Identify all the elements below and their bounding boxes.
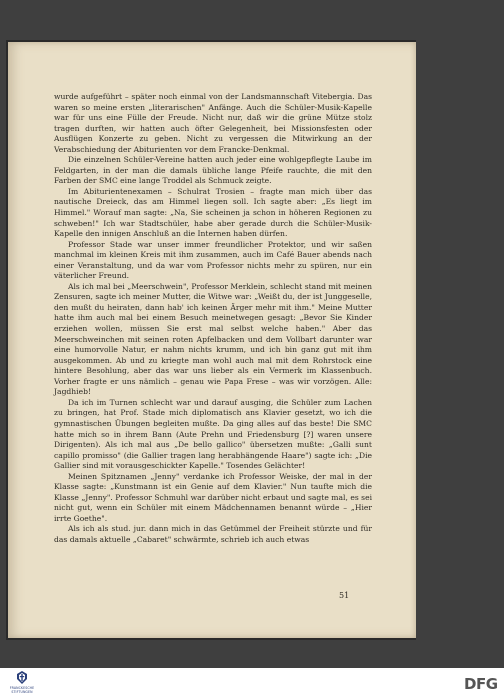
paragraph: Als ich als stud. jur. dann mich in das Getümmel der Freiheit stürzte und für das damals aktuelle „Cabaret" schwärmte, schrieb ich auch etwas	[54, 524, 372, 544]
footer-bar	[0, 668, 504, 698]
paragraph: Meinen Spitznamen „Jenny" verdanke ich Professor Weiske, der mal in der Klasse sagte: „Kunstmann ist ein Genie auf dem Klavier." Nun taufte mich die Klasse „Jenny". Professor Schmuhl war darüber nicht erbaut und sagte mal, es sei nicht gut, wenn ein Schüler mit einem Mädchennamen benannt würde – „Hier irrte Goethe".	[54, 471, 372, 523]
logo-text-line-1: FRANCKESCHE	[9, 686, 35, 690]
paragraph: wurde aufgeführt – später noch einmal von der Landsmannschaft Vitebergia. Das waren so meine ersten „literarischen" Anfänge. Auch die Schüler-Musik-Kapelle war für uns eine Fülle der Freude. Nicht nur, daß wir die grüne Mütze stolz tragen durften, wir hatten auch öfter Gelegenheit, bei Missionsfesten oder Ausflügen Konzerte zu geben. Nicht zu vergessen die Mitwirkung an der Verabschiedung der Abiturienten vor dem Francke-Denkmal.	[54, 92, 372, 154]
paragraph: Als ich mal bei „Meerschwein", Professor Merklein, schlecht stand mit meinen Zensuren, sagte ich meiner Mutter, die Witwe war: „Weißt du, der ist Junggeselle, den mußt du heiraten, dann hab' ich keinen Ärger mehr mit ihm." Meine Mutter hatte ihm auch mal bei einem Besuch meinetwegen gesagt: „Bevor Sie Kinder erziehen wollen, müssen Sie erst mal selbst welche haben." Aber das Meerschweinchen mit seinen roten Apfelbacken und dem Vollbart darunter war eine humorvolle Natur, er nahm nichts krumm, und ich bin ganz gut mit ihm ausgekommen. Ab und zu kriegte man wohl auch mal mit dem Rohrstock eine hintere Besohlung, aber das war uns lieber als ein Vermerk im Klassenbuch. Vorher fragte er uns nämlich – genau wie Papa Frese – was wir vorzögen. Alle: Jagdhieb!	[54, 281, 372, 397]
page-number: 51	[339, 591, 350, 600]
emblem-icon	[16, 671, 28, 684]
franckesche-stiftungen-logo[interactable]	[8, 671, 36, 696]
page-text	[54, 92, 372, 546]
dfg-logo[interactable]: DFG	[464, 675, 498, 693]
book-page	[8, 42, 416, 638]
paragraph: Die einzelnen Schüler-Vereine hatten auch jeder eine wohlgepflegte Laube im Feldgarten, in der man die damals übliche lange Pfeife rauchte, die mit den Farben der SMC eine lange Troddel als Schmuck zeigte.	[54, 155, 372, 186]
paragraph: Im Abiturientenexamen – Schulrat Trosien – fragte man mich über das nautische Dreieck, das am Himmel liegen soll. Ich sagte aber: „Es liegt im Himmel." Worauf man sagte: „Na, Sie scheinen ja schon in höheren Regionen zu schweben!" Ich war Stadtschüler, habe aber gerade durch die Schüler-Musik-Kapelle den innigen Anschluß an die Internen haben dürfen.	[54, 186, 372, 239]
paragraph: Da ich im Turnen schlecht war und darauf ausging, die Schüler zum Lachen zu bringen, hat Prof. Stade mich diplomatisch ans Klavier gesetzt, wo ich die gymnastischen Übungen begleiten mußte. Da ging alles auf das beste! Die SMC hatte mich so in ihrem Bann (Aute Prehn und Friedensburg [?] waren unsere Dirigenten). Als ich mal aus „De bello gallico" übersetzen mußte: „Galli sunt capillo promisso" (die Gallier tragen lang herabhängende Haare") sagte ich: „Die Gallier sind mit vorausgeschickter Kapelle." Tosendes Gelächter!	[54, 397, 372, 471]
paragraph: Professor Stade war unser immer freundlicher Protektor, und wir saßen manchmal im kleinen Kreis mit ihm zusammen, auch im Café Bauer abends nach einer Veranstaltung, und da war vom Professor nichts mehr zu spüren, nur ein väterlicher Freund.	[54, 239, 372, 281]
logo-text-line-2: STIFTUNGEN	[11, 690, 33, 694]
